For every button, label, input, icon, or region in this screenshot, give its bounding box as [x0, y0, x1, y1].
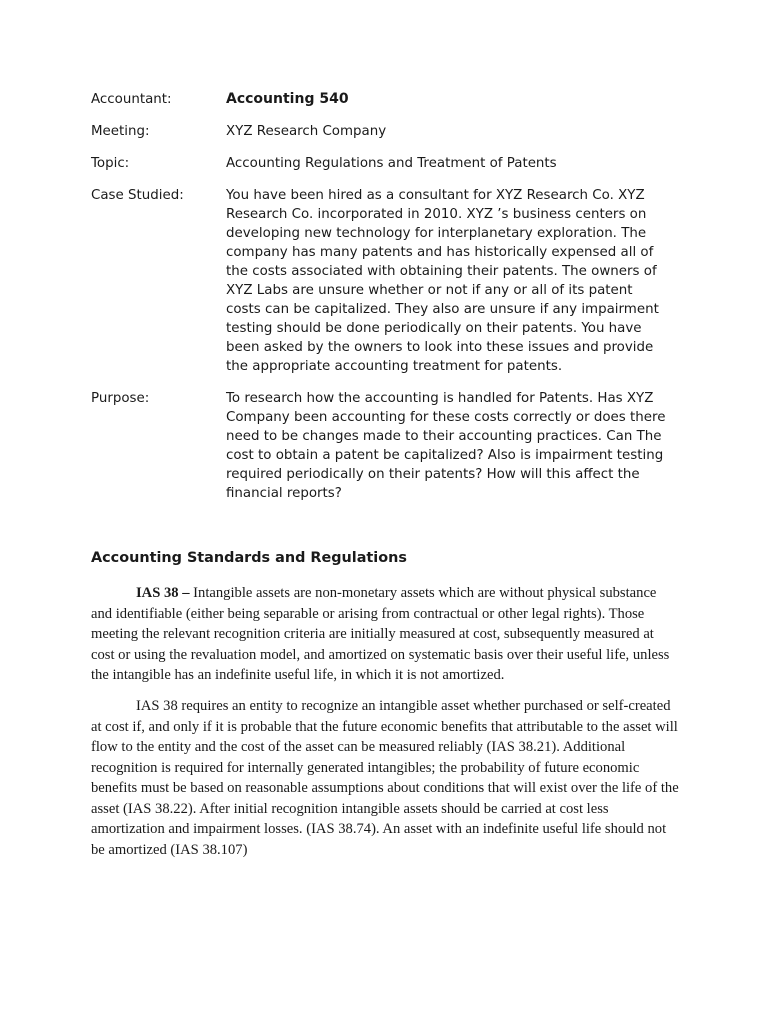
- section-heading: Accounting Standards and Regulations: [91, 550, 407, 566]
- accountant-label: Accountant:: [91, 92, 172, 107]
- topic-value: Accounting Regulations and Treatment of Patents: [226, 156, 557, 171]
- meeting-label: Meeting:: [91, 124, 150, 139]
- case-studied-label: Case Studied:: [91, 188, 184, 203]
- topic-label: Topic:: [91, 156, 130, 171]
- memo-row-case-studied: [91, 186, 671, 376]
- purpose-label: Purpose:: [91, 391, 150, 406]
- memo-header: [91, 90, 671, 516]
- paragraph-ias38-definition: [91, 583, 679, 686]
- case-studied-value: You have been hired as a consultant for XYZ Research Co. XYZ Research Co. incorporated in 2010. XYZ ’s business centers on developing new technology for interplanetary exploration. The company has many patents and has historically expensed all of the costs associated with obtaining their patents. The owners of XYZ Labs are unsure whether or not if any or all of its patent costs can be capitalized. They also are unsure if any impairment testing should be done periodically on their patents. You have been asked by the owners to look into these issues and provide the appropriate accounting treatment for patents.: [226, 188, 659, 374]
- memo-row-accountant: [91, 90, 671, 109]
- memo-row-topic: [91, 154, 671, 173]
- purpose-value: To research how the accounting is handled for Patents. Has XYZ Company been accounting for these costs correctly or does there need to be changes made to their accounting practices. Can The cost to obtain a patent be capitalized? Also is impairment testing required periodically on their patents? How will this affect the financial reports?: [226, 391, 666, 501]
- accountant-value: Accounting 540: [226, 91, 349, 107]
- ias38-definition-text: Intangible assets are non-monetary assets which are without physical substance and identifiable (either being separable or arising from contractual or other legal rights). Those meeting the relevant recognition criteria are initially measured at cost, subsequently measured at cost or using the revaluation model, and amortized on systematic basis over their useful life, unless the intangible has an indefinite useful life, in which it is not amortized.: [91, 585, 670, 683]
- ias38-term: IAS 38 –: [136, 585, 190, 601]
- meeting-value: XYZ Research Company: [226, 124, 387, 139]
- memo-row-meeting: [91, 122, 671, 141]
- memo-row-purpose: [91, 389, 671, 503]
- paragraph-ias38-recognition: IAS 38 requires an entity to recognize an intangible asset whether purchased or self-created at cost if, and only if it is probable that the future economic benefits that attributable to the asset will flow to the entity and the cost of the asset can be measured reliably (IAS 38.21). Additional recognition is required for internally generated intangibles; the probability of future economic benefits must be based on reasonable assumptions about conditions that will exist over the life of the asset (IAS 38.22). After initial recognition intangible assets should be carried at cost less amortization and impairment losses. (IAS 38.74). An asset with an indefinite useful life should not be amortized (IAS 38.107): [91, 698, 679, 858]
